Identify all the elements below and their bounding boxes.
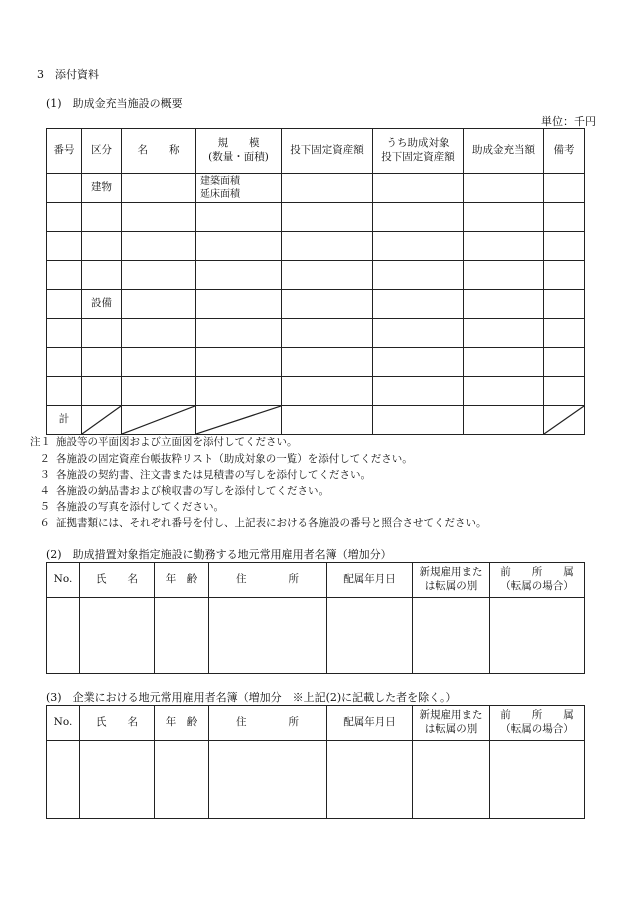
header-name: 名 称 [122, 129, 196, 174]
area-building-label: 建築面積 [200, 176, 240, 187]
total-label: 計 [47, 406, 82, 435]
header-remarks: 備考 [544, 129, 585, 174]
total-row [47, 406, 585, 435]
local-employee-roster-table [46, 562, 585, 674]
table-row [47, 598, 585, 674]
header-number: 番号 [47, 129, 82, 174]
note-item: 注１ 施設等の平面図および立面図を添付してください。 [30, 436, 298, 448]
header-name: 氏 名 [80, 563, 155, 598]
table-header-row [47, 563, 585, 598]
diagonal-cell [196, 406, 282, 435]
diagonal-cell [122, 406, 196, 435]
diagonal-cell [82, 406, 122, 435]
table-row [47, 377, 585, 406]
table-cell [282, 174, 373, 203]
header-assign-date: 配属年月日 [327, 563, 413, 598]
note-item: ３ 各施設の契約書、注文書または見積書の写しを添付してください。 [39, 469, 371, 481]
header-new-or-transfer: 新規雇用また は転属の別 [413, 563, 490, 598]
category-building: 建物 [82, 174, 122, 203]
header-name: 氏 名 [80, 706, 155, 741]
table-cell [47, 174, 82, 203]
unit-label: 単位：千円 [541, 115, 596, 128]
header-category: 区分 [82, 129, 122, 174]
table-row [47, 232, 585, 261]
header-prev-dept: 前 所 属 （転属の場合） [490, 706, 585, 741]
part3-heading: (3) 企業における地元常用雇用者名簿（増加分 ※上記(2)に記載した者を除く。） [46, 691, 457, 704]
note-item: ４ 各施設の納品書および検収書の写しを添付してください。 [39, 485, 329, 497]
header-address: 住 所 [209, 706, 327, 741]
note-item: ５ 各施設の写真を添付してください。 [39, 501, 224, 513]
header-investment: 投下固定資産額 [282, 129, 373, 174]
category-equipment: 設備 [82, 290, 122, 319]
header-scale-sub: (数量・面積) [208, 151, 269, 163]
part1-heading: (1) 助成金充当施設の概要 [46, 97, 183, 110]
header-subsidy-target [373, 129, 464, 174]
table-cell [122, 174, 196, 203]
header-prev-dept: 前 所 属 （転属の場合） [490, 563, 585, 598]
table-cell [464, 174, 544, 203]
part2-heading: (2) 助成措置対象指定施設に勤務する地元常用雇用者名簿（増加分） [46, 548, 392, 561]
table-row [47, 319, 585, 348]
area-floor-label: 延床面積 [200, 188, 240, 200]
table-row [47, 174, 585, 203]
note-item: ２ 各施設の固定資産台帳抜粋リスト（助成対象の一覧）を添付してください。 [39, 453, 413, 465]
table-row [47, 741, 585, 819]
header-assign-date: 配属年月日 [327, 706, 413, 741]
header-new-or-transfer: 新規雇用また は転属の別 [413, 706, 490, 741]
header-scale-main: 規 模 [217, 137, 260, 150]
company-employee-roster-table [46, 705, 585, 819]
header-address: 住 所 [209, 563, 327, 598]
table-header-row [47, 706, 585, 741]
header-subsidy-target-line1: うち助成対象 [386, 137, 450, 150]
header-subsidy-target-line2: 投下固定資産額 [381, 151, 455, 163]
table-row [47, 203, 585, 232]
header-scale [196, 129, 282, 174]
table-row [47, 290, 585, 319]
table-row [47, 261, 585, 290]
section-title: 3 添付資料 [37, 68, 99, 81]
header-no: No. [47, 706, 80, 741]
note-item: ６ 証拠書類には、それぞれ番号を付し、上記表における各施設の番号と照合させてください。 [39, 517, 487, 529]
header-age: 年 齢 [155, 563, 209, 598]
header-age: 年 齢 [155, 706, 209, 741]
table-header-row [47, 129, 585, 174]
table-cell [373, 174, 464, 203]
table-cell [544, 174, 585, 203]
header-no: No. [47, 563, 80, 598]
facility-overview-table [46, 128, 585, 435]
header-subsidy-applied: 助成金充当額 [464, 129, 544, 174]
area-cell [196, 174, 282, 203]
table-row [47, 348, 585, 377]
diagonal-cell [544, 406, 585, 435]
